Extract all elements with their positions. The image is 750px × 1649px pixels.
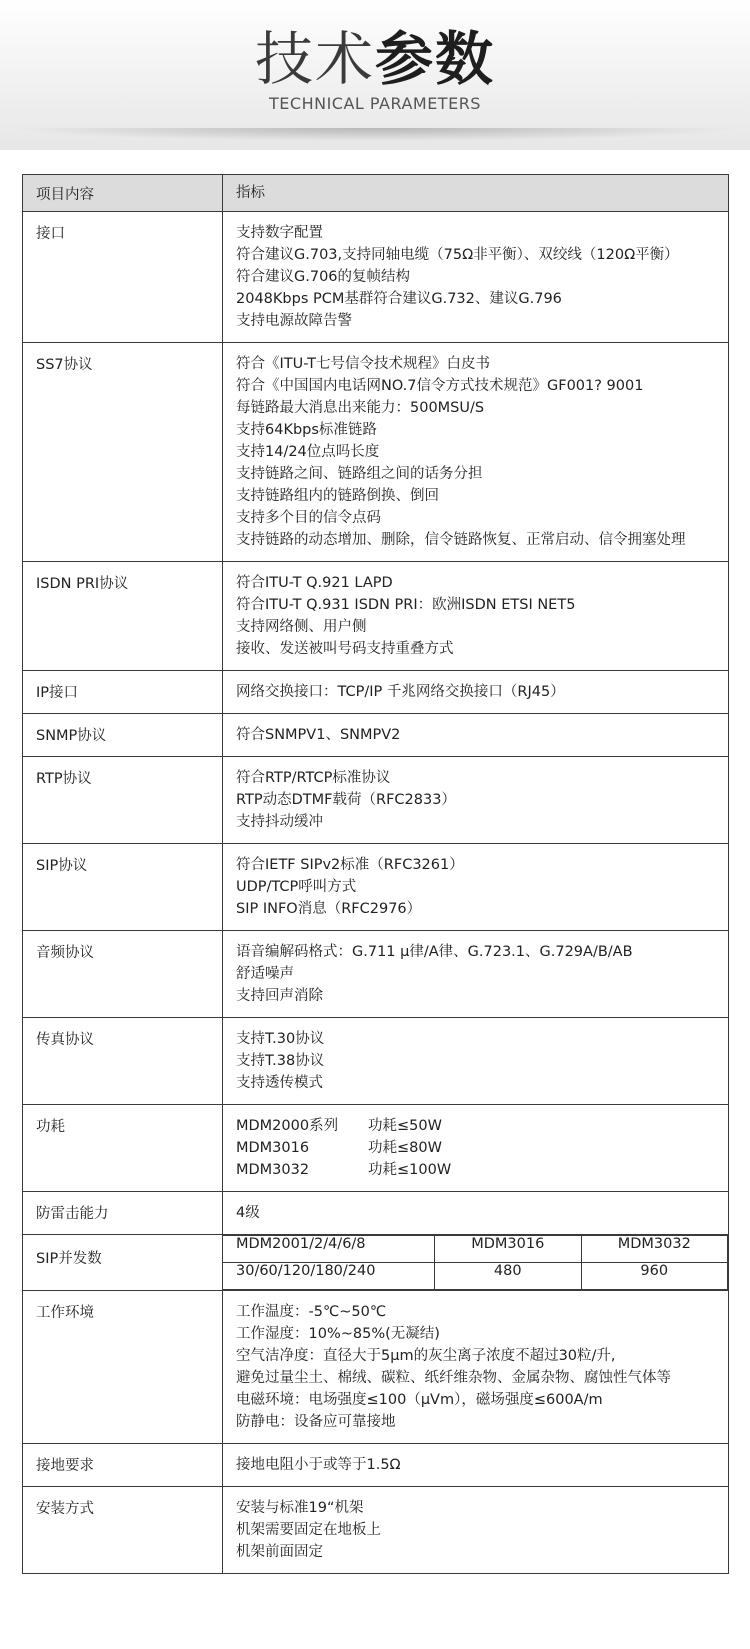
row-value-cell [223,212,729,343]
row-key: SIP协议 [36,858,88,874]
table-row [23,844,729,931]
row-key: 传真协议 [36,1032,94,1048]
row-values [223,1487,728,1573]
row-key: 接口 [36,226,65,242]
spec-line: 网络交换接口：TCP/IP 千兆网络交换接口（RJ45） [236,684,565,700]
spec-line: 符合《ITU-T七号信令技术规程》白皮书 [236,356,491,372]
spec-line: 符合RTP/RTCP标准协议 [236,770,391,786]
row-key: SS7协议 [36,357,93,373]
table-row [23,931,729,1018]
row-value-cell [223,1018,729,1105]
row-key: SNMP协议 [36,728,107,744]
row-values [223,671,728,713]
table-body [23,212,729,1574]
row-key-cell [23,1444,223,1487]
table-row [23,212,729,343]
spec-line: 支持数字配置 [236,225,323,241]
row-key: RTP协议 [36,771,92,787]
power-model: MDM3016 [236,1140,310,1156]
title-block [0,24,750,113]
row-key-cell [23,844,223,931]
page-title [0,24,750,94]
row-key-cell [23,1105,223,1192]
table-row [23,1291,729,1444]
sip-model-cell: MDM2001/2/4/6/8 [223,1236,435,1263]
table-row [23,1105,729,1192]
power-line [236,1159,722,1181]
power-value: 功耗≤50W [368,1118,442,1134]
spec-line: 接收、发送被叫号码支持重叠方式 [236,641,454,657]
spec-line: 机架需要固定在地板上 [236,1522,381,1538]
power-model: MDM2000系列 [236,1118,339,1134]
spec-line: SIP INFO消息（RFC2976） [236,901,422,917]
row-key: IP接口 [36,685,79,701]
power-model: MDM3032 [236,1162,310,1178]
sip-value-cell: 480 [435,1263,582,1290]
spec-line: 支持透传模式 [236,1075,323,1091]
spec-line: 支持14/24位点吗长度 [236,444,380,460]
row-key-cell [23,562,223,671]
row-value-cell [223,1235,729,1291]
power-values [223,1105,728,1191]
row-key: 安装方式 [36,1501,94,1517]
spec-line: RTP动态DTMF载荷（RFC2833） [236,792,456,808]
row-key: 音频协议 [36,945,94,961]
row-value-cell [223,1444,729,1487]
row-key-cell [23,1291,223,1444]
spec-line: 2048Kbps PCM基群符合建议G.732、建议G.796 [236,291,562,307]
row-key: 功耗 [36,1119,65,1135]
sip-model-row [223,1236,728,1263]
spec-line: 支持回声消除 [236,988,323,1004]
sip-value-row [223,1263,728,1290]
row-key-cell [23,1235,223,1291]
sip-model-cell: MDM3016 [435,1236,582,1263]
row-values [223,562,728,670]
spec-line: 安装与标准19“机架 [236,1500,364,1516]
table-row [23,1192,729,1235]
spec-line: 接地电阻小于或等于1.5Ω [236,1457,401,1473]
power-value: 功耗≤100W [368,1162,452,1178]
row-values [223,212,728,342]
spec-line: UDP/TCP呼叫方式 [236,879,357,895]
row-key-cell [23,1018,223,1105]
title-light: 技术 [254,25,375,93]
row-key-cell [23,1487,223,1574]
row-values [223,757,728,843]
table-header-row [23,175,729,212]
table-row [23,757,729,844]
spec-line: 支持多个目的信令点码 [236,510,381,526]
table-row [23,714,729,757]
spec-line: 符合《中国国内电话网NO.7信令方式技术规范》GF001? 9001 [236,378,644,394]
row-value-cell [223,671,729,714]
header-shadow [0,128,750,150]
spec-line: 空气洁净度：直径大于5μm的灰尘离子浓度不超过30粒/升, [236,1348,616,1364]
table-row [23,671,729,714]
row-value-cell [223,931,729,1018]
spec-line: 支持抖动缓冲 [236,814,323,830]
row-value-cell [223,1192,729,1235]
row-value-cell [223,714,729,757]
row-key-cell [23,757,223,844]
power-line [236,1137,722,1159]
spec-line: 符合ITU-T Q.921 LAPD [236,575,393,591]
row-key-cell [23,343,223,562]
table-row [23,1235,729,1291]
spec-line: 防静电：设备应可靠接地 [236,1414,396,1430]
row-key: 工作环境 [36,1305,94,1321]
table-row [23,1018,729,1105]
header-col-item [23,175,223,212]
title-bold: 参数 [375,25,496,93]
spec-line: 每链路最大消息出来能力：500MSU/S [236,400,485,416]
spec-line: 4级 [236,1205,260,1221]
power-value: 功耗≤80W [368,1140,442,1156]
row-key-cell [23,212,223,343]
row-key: 接地要求 [36,1458,94,1474]
spec-line: 避免过量尘土、棉绒、碳粒、纸纤维杂物、金属杂物、腐蚀性气体等 [236,1370,671,1386]
row-values [223,714,728,756]
row-value-cell [223,757,729,844]
spec-line: 机架前面固定 [236,1544,323,1560]
header-col-spec [223,175,729,212]
spec-line: 支持T.30协议 [236,1031,325,1047]
spec-line: 支持64Kbps标准链路 [236,422,377,438]
spec-line: 支持电源故障告警 [236,313,352,329]
spec-line: 符合IETF SIPv2标准（RFC3261） [236,857,464,873]
row-value-cell [223,343,729,562]
row-value-cell [223,562,729,671]
row-values [223,1018,728,1104]
spec-line: 支持链路组内的链路倒换、倒回 [236,488,439,504]
header-spec-label: 指标 [236,185,265,201]
row-key-cell [23,714,223,757]
spec-line: 支持T.38协议 [236,1053,325,1069]
spec-line: 符合建议G.706的复帧结构 [236,269,411,285]
sip-model-cell: MDM3032 [581,1236,728,1263]
power-line [236,1115,722,1137]
table-row [23,1444,729,1487]
sip-value-cell: 960 [581,1263,728,1290]
header-item-label: 项目内容 [36,186,94,203]
spec-line: 符合ITU-T Q.931 ISDN PRI：欧洲ISDN ETSI NET5 [236,597,576,613]
row-value-cell [223,1105,729,1192]
row-value-cell [223,844,729,931]
row-key: ISDN PRI协议 [36,576,129,592]
row-key-cell [23,931,223,1018]
row-key: SIP并发数 [36,1251,102,1267]
table-row [23,343,729,562]
table-row [23,562,729,671]
row-values [223,1444,728,1486]
spec-line: 支持网络侧、用户侧 [236,619,367,635]
spec-line: 符合SNMPV1、SNMPV2 [236,727,401,743]
spec-line: 符合建议G.703,支持同轴电缆（75Ω非平衡）、双绞线（120Ω平衡） [236,247,679,263]
page-header [0,0,750,150]
page-subtitle: TECHNICAL PARAMETERS [269,94,481,113]
sip-concurrency-table [223,1235,728,1290]
spec-table [22,174,729,1574]
row-value-cell [223,1291,729,1444]
row-value-cell [223,1487,729,1574]
row-values [223,343,728,561]
spec-line: 支持链路的动态增加、删除，信令链路恢复、正常启动、信令拥塞处理 [236,532,686,548]
spec-line: 舒适噪声 [236,966,294,982]
spec-line: 电磁环境：电场强度≤100（μVm），磁场强度≤600A/m [236,1392,603,1408]
row-values [223,1291,728,1443]
spec-line: 语音编解码格式：G.711 μ律/A律、G.723.1、G.729A/B/AB [236,944,633,960]
spec-line: 工作温度：-5℃~50℃ [236,1304,387,1320]
row-key-cell [23,1192,223,1235]
table-row [23,1487,729,1574]
sip-value-cell: 30/60/120/180/240 [223,1263,435,1290]
spec-line: 工作湿度：10%~85%(无凝结) [236,1326,440,1342]
row-values [223,931,728,1017]
row-values [223,1192,728,1234]
row-key: 防雷击能力 [36,1206,109,1222]
spec-line: 支持链路之间、链路组之间的话务分担 [236,466,483,482]
row-values [223,844,728,930]
row-key-cell [23,671,223,714]
